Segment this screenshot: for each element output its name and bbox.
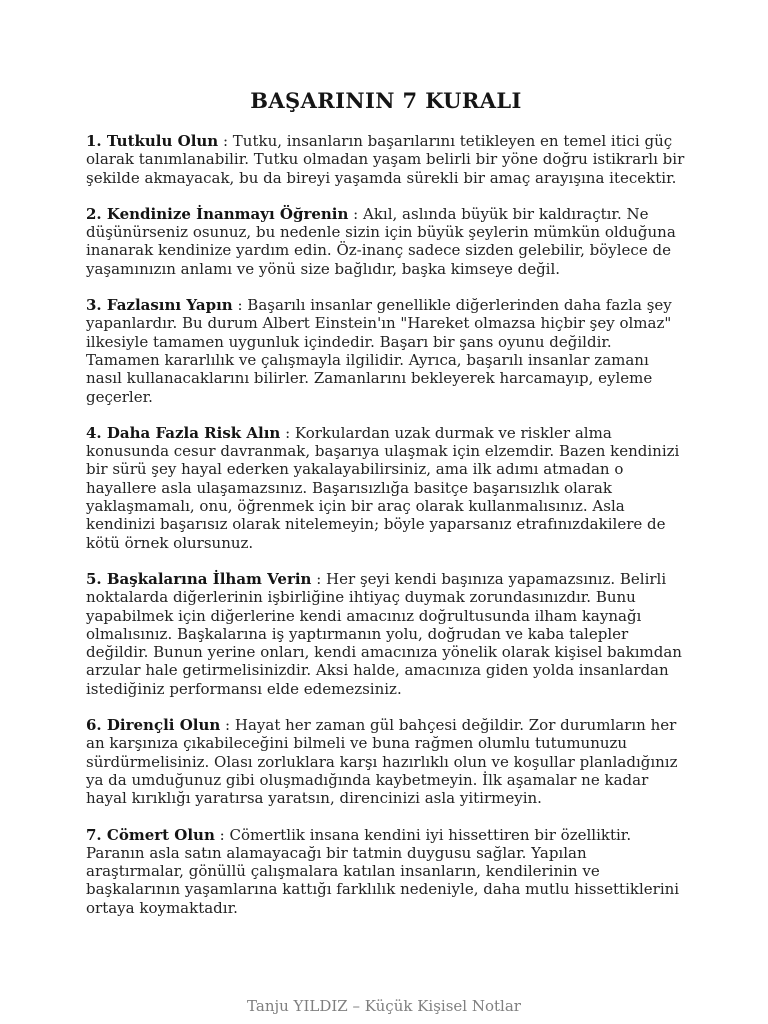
rule-heading-6: 6. Dirençli Olun [86, 716, 221, 735]
rule-body-5: Her şeyi kendi başınıza yapamazsınız. Belirli noktalarda diğerlerinin işbirliğine ihtiyaç duymak zorundasınızdır. Bunu yapabilmek için diğerlerine kendi amacınız doğrultusunda ilham kaynağı olmalısınız. Başkalarına iş yaptırmanın yolu, doğrudan ve kaba talepler değildir. Bunun yerine onları, kendi amacınıza yönelik olarak kişisel bakımdan arzular hale getirmelisinizdir. Aksi halde, amacınıza giden yolda insanlardan istediğiniz performansı elde edemezsiniz. [86, 569, 682, 698]
heading-colon: : [280, 423, 295, 442]
heading-colon: : [214, 825, 230, 844]
rule-heading-7: 7. Cömert Olun [86, 825, 215, 844]
heading-colon: : [311, 569, 327, 588]
rule-heading-2: 2. Kendinize İnanmayı Öğrenin [86, 204, 349, 223]
rule-heading-5: 5. Başkalarına İlham Verin [86, 569, 312, 588]
rule-heading-4: 4. Daha Fazla Risk Alın [86, 423, 281, 442]
rule-paragraph-1 [86, 132, 686, 187]
rule-body-6: Hayat her zaman gül bahçesi değildir. Zor durumların her an karşınıza çıkabileceğini bilmeli ve buna rağmen olumlu tutumunuzu sürdürmelisiniz. Olası zorluklara karşı hazırlıklı olun ve koşullar planladığınız ya da umduğunuz gibi oluşmadığında kaybetmeyin. İlk aşamalar ne kadar hayal kırıklığı yaratırsa yaratsın, direncinizi asla yitirmeyin. [86, 716, 678, 808]
rule-paragraph-7 [86, 826, 686, 917]
heading-colon: : [348, 204, 363, 223]
document-content [86, 88, 686, 935]
rule-heading-3: 3. Fazlasını Yapın [86, 296, 233, 315]
rule-body-1: Tutku, insanların başarılarını tetikleyen en temel itici güç olarak tanımlanabilir. Tutku olmadan yaşam belirli bir yöne doğru istikrarlı bir şekilde akmayacak, bu da bireyi yaşamda sürekli bir amaç arayışına itecektir. [86, 132, 685, 187]
rule-paragraph-4 [86, 424, 686, 552]
rule-paragraph-3 [86, 296, 686, 406]
rule-body-2: Akıl, aslında büyük bir kaldıraçtır. Ne düşünürseniz osunuz, bu nedenle sizin için büyük şeylerin mümkün olduğuna inanarak kendinize yardım edin. Öz-inanç sadece sizden gelebilir, böylece de yaşamınızın anlamı ve yönü size bağlıdır, başka kimseye değil. [86, 204, 676, 278]
rule-paragraph-5 [86, 570, 686, 698]
heading-colon: : [220, 716, 235, 735]
rule-body-3: Başarılı insanlar genellikle diğerlerinden daha fazla şey yapanlardır. Bu durum Albert Einstein'ın "Hareket olmazsa hiçbir şey olmaz" ilkesiyle tamamen uygunluk içindedir. Başarı bir şans oyunu değildir. Tamamen kararlılık ve çalışmayla ilgilidir. Ayrıca, başarılı insanlar zamanı nasıl kullanacaklarını bilirler. Zamanlarını bekleyerek harcamayıp, eyleme geçerler. [86, 296, 672, 406]
page-footer: Tanju YILDIZ – Küçük Kişisel Notlar [247, 997, 521, 1015]
heading-colon: : [218, 132, 233, 150]
heading-colon: : [232, 296, 248, 315]
page-title: BAŞARININ 7 KURALI [250, 88, 522, 113]
rule-paragraph-6 [86, 716, 686, 807]
rule-body-7: Cömertlik insana kendini iyi hissettiren bir özelliktir. Paranın asla satın alamayacağı bir tatmin duygusu sağlar. Yapılan araştırmalar, gönüllü çalışmalara katılan insanların, kendilerinin ve başkalarının yaşamlarına kattığı farklılık nedeniyle, daha mutlu hissettiklerini ortaya koymaktadır. [86, 825, 680, 917]
rule-paragraph-2 [86, 205, 686, 278]
rule-heading-1: 1. Tutkulu Olun [86, 132, 219, 150]
rule-body-4: Korkulardan uzak durmak ve riskler alma konusunda cesur davranmak, başarıya ulaşmak için elzemdir. Bazen kendinizi bir sürü şey hayal ederken yakalayabilirsiniz, ama ilk adımı atmadan o hayallere asla ulaşamazsınız. Başarısızlığa basitçe başarısızlık olarak yaklaşmamalı, onu, öğrenmek için bir araç olarak kullanmalısınız. Asla kendinizi başarısız olarak nitelemeyin; böyle yaparsanız etrafınızdakilere de kötü örnek olursunuz. [86, 423, 680, 552]
